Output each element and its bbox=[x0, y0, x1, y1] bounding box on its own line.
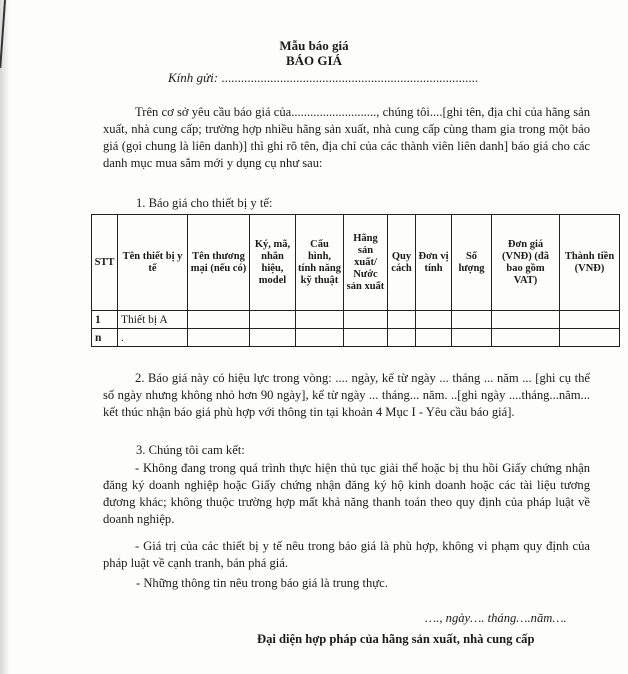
table-cell bbox=[492, 311, 560, 329]
section-1-heading: 1. Báo giá cho thiết bị y tế: bbox=[136, 196, 273, 210]
table-cell bbox=[250, 311, 296, 329]
recipient-dots: ............................................................................... bbox=[218, 70, 479, 85]
table-cell bbox=[296, 311, 344, 329]
recipient-label: Kính gửi: bbox=[168, 70, 219, 85]
table-cell bbox=[560, 329, 620, 347]
col-header-unit: Đơn vị tính bbox=[416, 215, 452, 311]
table-cell bbox=[250, 329, 296, 347]
col-header-model: Ký, mã, nhãn hiệu, model bbox=[250, 215, 296, 311]
table-cell: . bbox=[118, 329, 188, 347]
table-cell bbox=[388, 329, 416, 347]
table-cell: Thiết bị A bbox=[118, 311, 188, 329]
table-cell bbox=[560, 311, 620, 329]
form-name: Mẫu báo giá bbox=[279, 38, 349, 53]
table-cell bbox=[344, 311, 388, 329]
table-row bbox=[92, 329, 620, 347]
col-header-trade-name: Tên thương mại (nếu có) bbox=[188, 215, 250, 311]
col-header-total: Thành tiền (VNĐ) bbox=[560, 215, 620, 311]
intro-paragraph: Trên cơ sở yêu cầu báo giá của..........................., chúng tôi....[ghi tên, địa chỉ của hãng sản xuất, nhà cung cấp; trường hợp nhiều hãng sản xuất, nhà cung cấp cùng tham gia trong một báo giá (gọi chung là liên danh)] thì ghi rõ tên, địa chỉ của các thành viên liên danh] báo giá cho các danh mục mua sắm mới y dụng cụ như sau: bbox=[103, 105, 590, 170]
commitment-item: - Không đang trong quá trình thực hiện thủ tục giải thể hoặc bị thu hồi Giấy chứng nhận đăng ký doanh nghiệp hoặc Giấy chứng nhận đăng ký hộ kinh doanh hoặc các tài liệu tương đương khác; không thuộc trường hợp mất khả năng thanh toán theo quy định của pháp luật về doanh nghiệp. bbox=[103, 461, 590, 526]
section-3-heading: 3. Chúng tôi cam kết: bbox=[136, 443, 245, 457]
col-header-packaging: Quy cách bbox=[388, 215, 416, 311]
col-header-stt: STT bbox=[92, 215, 118, 311]
col-header-quantity: Số lượng bbox=[452, 215, 492, 311]
col-header-device-name: Tên thiết bị y tế bbox=[118, 215, 188, 311]
table-cell bbox=[388, 311, 416, 329]
table-cell bbox=[416, 329, 452, 347]
date-line: …., ngày…. tháng….năm…. bbox=[425, 611, 567, 625]
signer-title: Đại diện hợp pháp của hãng sản xuất, nhà cung cấp bbox=[257, 632, 535, 646]
col-header-manufacturer: Hãng sản xuất/ Nước sản xuất bbox=[344, 215, 388, 311]
table-cell bbox=[188, 311, 250, 329]
table-cell bbox=[188, 329, 250, 347]
commitment-item: - Những thông tin nêu trong báo giá là trung thực. bbox=[136, 576, 388, 590]
table-cell bbox=[296, 329, 344, 347]
table-cell bbox=[492, 329, 560, 347]
table-cell bbox=[344, 329, 388, 347]
document-title: BÁO GIÁ bbox=[286, 53, 342, 68]
col-header-unit-price: Đơn giá (VNĐ) (đã bao gồm VAT) bbox=[492, 215, 560, 311]
table-cell bbox=[416, 311, 452, 329]
commitment-item: - Giá trị của các thiết bị y tế nêu trong báo giá là phù hợp, không vi phạm quy định của pháp luật về cạnh tranh, bán phá giá. bbox=[103, 539, 590, 570]
col-header-specs: Cấu hình, tính năng kỹ thuật bbox=[296, 215, 344, 311]
table-cell: n bbox=[92, 329, 118, 347]
section-2-paragraph: 2. Báo giá này có hiệu lực trong vòng: .... ngày, kể từ ngày ... tháng ... năm ... [ghi cụ thể số ngày nhưng không nhỏ hơn 90 ngày], kể từ ngày ... tháng... năm. ..[ghi ngày ....tháng...năm... kết thúc nhận báo giá phù hợp với thông tin tại khoản 4 Mục I - Yêu cầu báo giá]. bbox=[103, 371, 590, 419]
quote-table bbox=[91, 214, 620, 347]
table-cell: 1 bbox=[92, 311, 118, 329]
table-row bbox=[92, 311, 620, 329]
page-edge-shadow bbox=[0, 0, 10, 674]
table-cell bbox=[452, 311, 492, 329]
recipient-line bbox=[168, 70, 478, 86]
table-cell bbox=[452, 329, 492, 347]
table-header-row bbox=[92, 215, 620, 311]
